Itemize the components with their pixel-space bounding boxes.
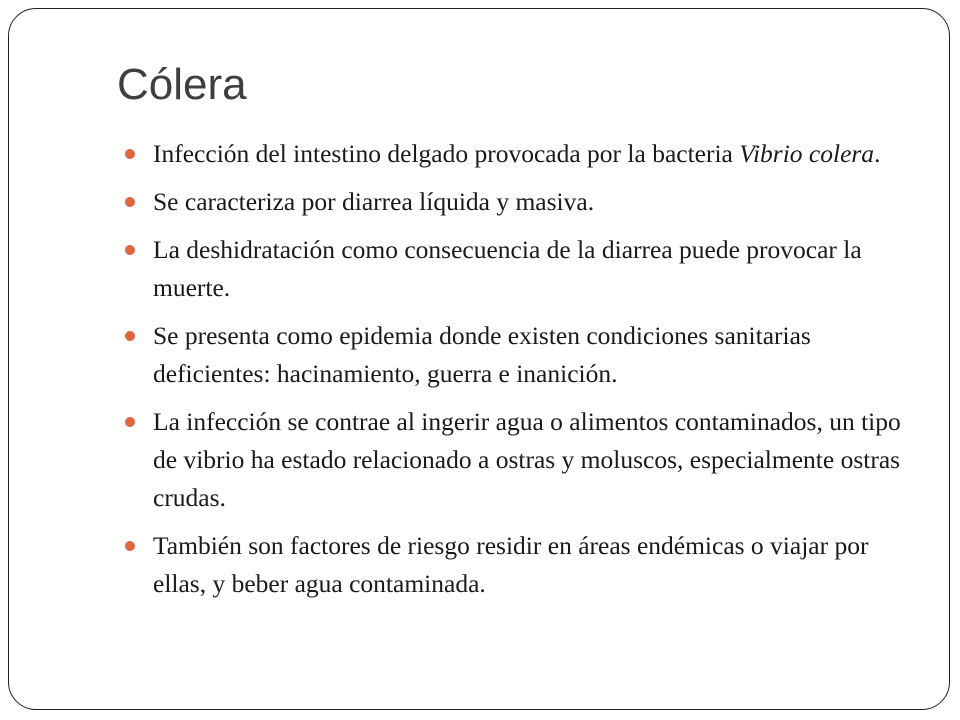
bullet-dot-icon bbox=[125, 197, 135, 207]
bullet-dot-icon bbox=[125, 331, 135, 341]
bullet-text: La infección se contrae al ingerir agua o alimentos contaminados, un tipo de vibrio ha estado relacionado a ostras y moluscos, especialmente ostras crudas. bbox=[153, 407, 901, 512]
bullet-item bbox=[125, 135, 905, 173]
bullet-item bbox=[125, 403, 905, 517]
bullet-item bbox=[125, 527, 905, 603]
bullet-text: Infección del intestino delgado provocada por la bacteria bbox=[153, 139, 740, 168]
slide-frame bbox=[8, 8, 950, 710]
bullet-text: Se presenta como epidemia donde existen condiciones sanitarias deficientes: hacinamiento, guerra e inanición. bbox=[153, 321, 811, 388]
bullet-emphasis: Vibrio colera bbox=[739, 139, 875, 168]
bullet-list bbox=[125, 135, 905, 613]
slide-title: Cólera bbox=[117, 60, 247, 109]
bullet-text: Se caracteriza por diarrea líquida y masiva. bbox=[153, 187, 595, 216]
bullet-text: La deshidratación como consecuencia de la diarrea puede provocar la muerte. bbox=[153, 235, 862, 302]
bullet-tail: . bbox=[874, 139, 881, 168]
bullet-dot-icon bbox=[125, 245, 135, 255]
bullet-dot-icon bbox=[125, 417, 135, 427]
bullet-dot-icon bbox=[125, 541, 135, 551]
bullet-dot-icon bbox=[125, 149, 135, 159]
bullet-item bbox=[125, 317, 905, 393]
bullet-text: También son factores de riesgo residir en áreas endémicas o viajar por ellas, y beber agua contaminada. bbox=[153, 531, 869, 598]
bullet-item bbox=[125, 183, 905, 221]
bullet-item bbox=[125, 231, 905, 307]
